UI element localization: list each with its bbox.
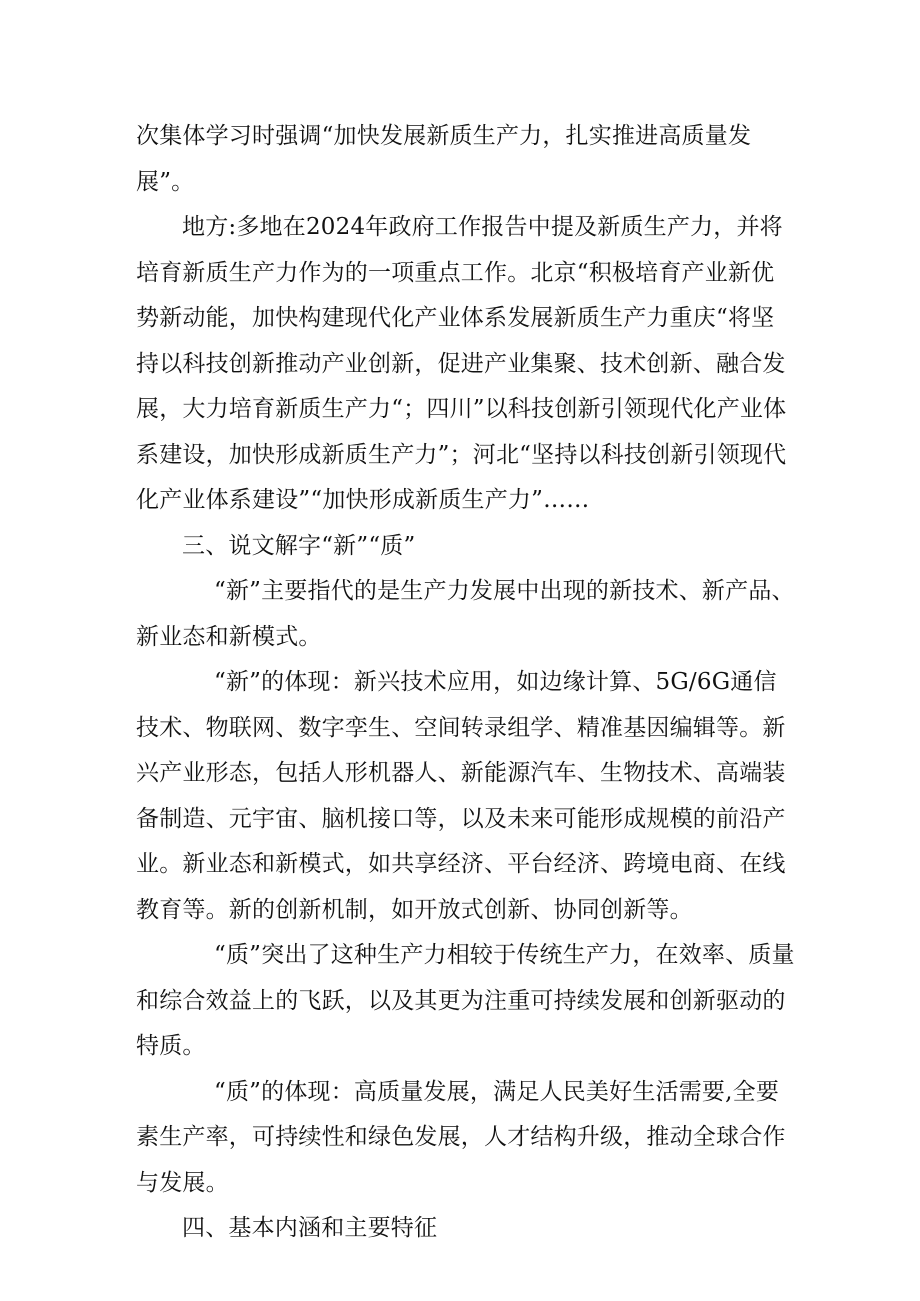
paragraph-zhi-manifestation: “质”的体现：高质量发展，满足人民美好生活需要,全要素生产率，可持续性和绿色发展，人才结构升级，推动全球合作与发展。 xyxy=(136,1078,786,1196)
document-body xyxy=(136,114,796,1252)
paragraph-local-governments: 地方:多地在2024年政府工作报告中提及新质生产力，并将培育新质生产力作为的一项重点工作。北京“积极培育产业新优势新动能，加快构建现代化产业体系发展新质生产力重庆“将坚持以科技创新推动产业创新，促进产业集聚、技术创新、融合发展，大力培育新质生产力“；四川”以科技创新引领现代化产业体系建设，加快形成新质生产力”；河北“坚持以科技创新引领现代化产业体系建设”“加快形成新质生产力”…… xyxy=(136,214,787,513)
section-heading-4: 四、基本内涵和主要特征 xyxy=(182,1215,438,1241)
paragraph-continued: 次集体学习时强调“加快发展新质生产力，扎实推进高质量发展”。 xyxy=(136,123,752,195)
paragraph-zhi-meaning: “质”突出了这种生产力相较于传统生产力，在效率、质量和综合效益上的飞跃，以及其更为注重可持续发展和创新驱动的特质。 xyxy=(136,942,795,1059)
section-heading-3: 三、说文解字“新”“质” xyxy=(182,532,416,559)
paragraph-xin-meaning: “新”主要指代的是生产力发展中出现的新技术、新产品、新业态和新模式。 xyxy=(136,578,795,650)
paragraph-xin-manifestation: “新”的体现：新兴技术应用，如边缘计算、5G/6G通信技术、物联网、数字孪生、空间转录组学、精准基因编辑等。新兴产业形态，包括人形机器人、新能源汽车、生物技术、高端装备制造、元宇宙、脑机接口等，以及未来可能形成规模的前沿产业。新业态和新模式，如共享经济、平台经济、跨境电商、在线教育等。新的创新机制，如开放式创新、协同创新等。 xyxy=(136,669,786,923)
